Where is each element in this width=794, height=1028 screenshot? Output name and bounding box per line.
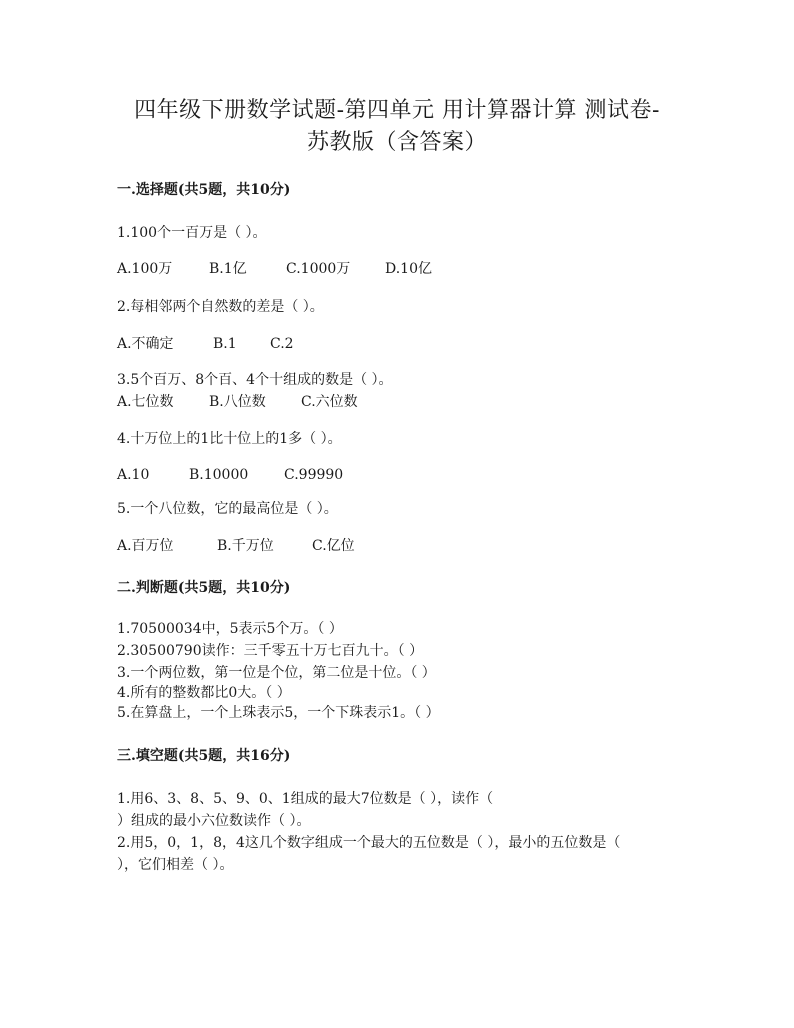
option-c: C.2: [270, 336, 294, 352]
page-title-line-1: 四年级下册数学试题-第四单元 用计算器计算 测试卷-: [134, 98, 660, 123]
question-options: [117, 334, 294, 354]
fill-in-item: 2.用5，0，1，8，4这几个数字组成一个最大的五位数是（ ），最小的五位数是（: [117, 835, 621, 851]
option-c: C.99990: [284, 467, 344, 483]
option-a: A.100万: [117, 261, 173, 277]
section-heading-fill-in: 三.填空题(共5题，共16分): [117, 748, 291, 764]
option-c: C.1000万: [286, 261, 351, 277]
fill-in-item: ），它们相差（ ）。: [117, 857, 234, 873]
section-heading-judgement: 二.判断题(共5题，共10分): [117, 580, 291, 596]
option-a: A.不确定: [117, 336, 174, 352]
option-c: C.六位数: [301, 394, 358, 410]
judgement-item: 2.30500790读作：三千零五十万七百九十。（ ）: [117, 643, 424, 659]
option-b: B.八位数: [209, 394, 266, 410]
question-stem: 1.100个一百万是（ ）。: [117, 225, 267, 241]
judgement-item: 3.一个两位数，第一位是个位，第二位是十位。（ ）: [117, 665, 436, 681]
page-title-line-2: 苏教版（含答案）: [306, 130, 487, 155]
option-a: A.10: [117, 467, 150, 483]
option-b: B.1亿: [209, 261, 247, 277]
question-options: [117, 259, 432, 279]
question-stem: 5.一个八位数，它的最高位是（ ）。: [117, 501, 338, 517]
option-b: B.1: [213, 336, 237, 352]
judgement-item: 1.70500034中，5表示5个万。（ ）: [117, 621, 343, 637]
option-b: B.千万位: [217, 538, 274, 554]
option-b: B.10000: [189, 467, 249, 483]
section-heading-choice: 一.选择题(共5题，共10分): [117, 182, 291, 198]
option-a: A.百万位: [117, 538, 174, 554]
fill-in-item: ）组成的最小六位数读作（ ）。: [117, 813, 311, 829]
option-c: C.亿位: [312, 538, 355, 554]
fill-in-item: 1.用6、3、8、5、9、0、1组成的最大7位数是（ ），读作（: [117, 791, 494, 807]
option-a: A.七位数: [117, 394, 174, 410]
judgement-item: 4.所有的整数都比0大。（ ）: [117, 685, 291, 701]
question-stem: 3.5个百万、8个百、4个十组成的数是（ ）。: [117, 372, 393, 388]
question-options: [117, 465, 343, 485]
question-options: [117, 392, 358, 412]
option-d: D.10亿: [385, 261, 432, 277]
question-stem: 2.每相邻两个自然数的差是（ ）。: [117, 299, 324, 315]
judgement-item: 5.在算盘上，一个上珠表示5，一个下珠表示1。（ ）: [117, 705, 440, 721]
question-options: [117, 536, 355, 556]
question-stem: 4.十万位上的1比十位上的1多（ ）。: [117, 431, 342, 447]
